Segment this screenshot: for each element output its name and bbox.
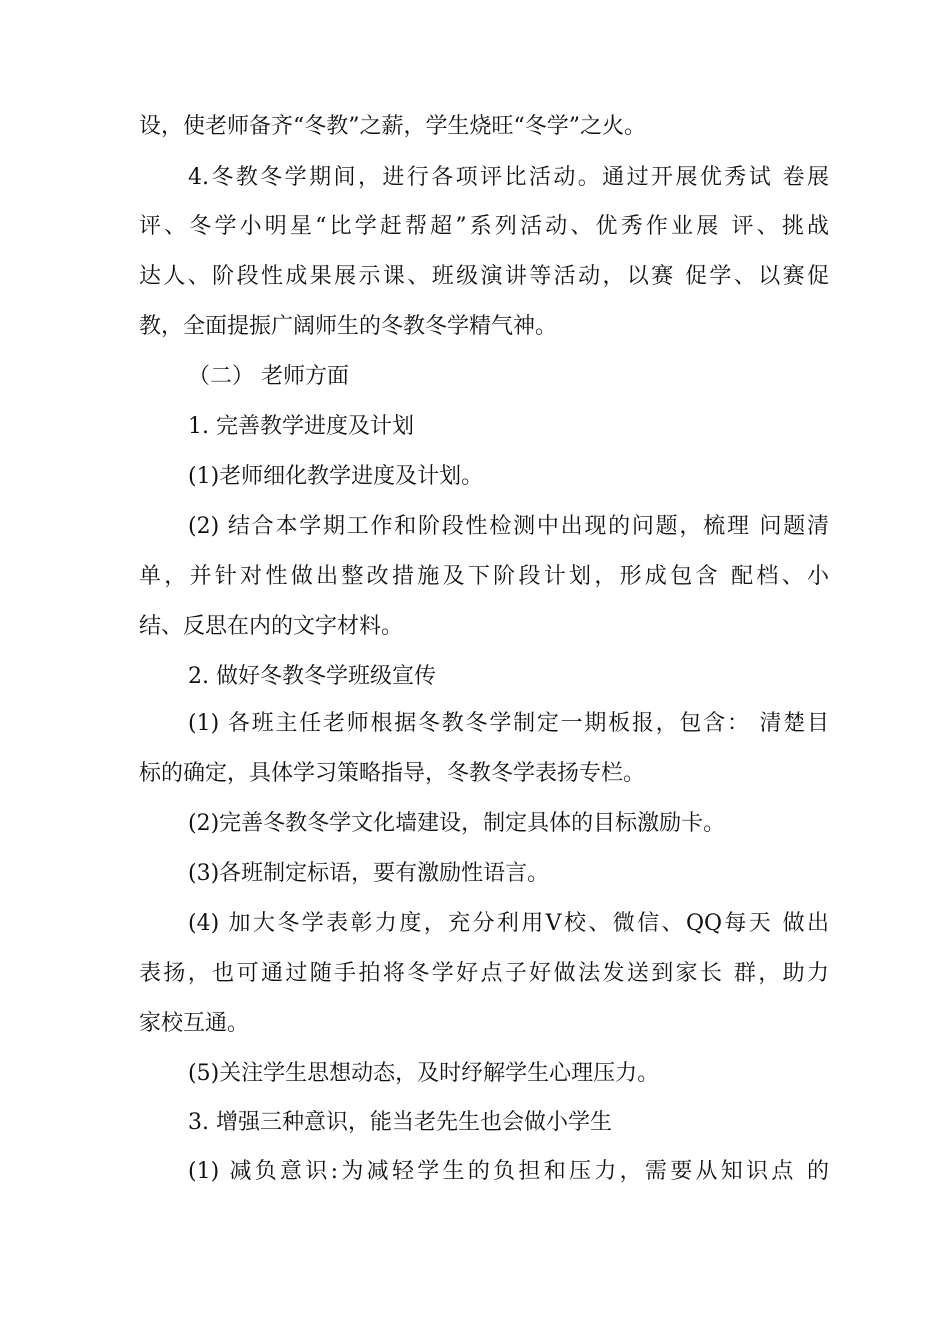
text-line: (2) 结合本学期工作和阶段性检测中出现的问题，梳理 问题清 [188, 514, 829, 539]
subsection-heading: 2. 做好冬教冬学班级宣传 [188, 664, 436, 689]
text-line: 达人、阶段性成果展示课、班级演讲等活动，以赛 促学、以赛促 [139, 264, 829, 289]
text-line: (5)关注学生思想动态，及时纾解学生心理压力。 [188, 1061, 660, 1086]
text-line: 家校互通。 [139, 1011, 250, 1036]
text-line: 评、冬学小明星“比学赶帮超”系列活动、优秀作业展 评、挑战 [139, 214, 829, 239]
text-line: 单，并针对性做出整改措施及下阶段计划，形成包含 配档、小 [139, 564, 829, 589]
text-line: (3)各班制定标语，要有激励性语言。 [188, 861, 550, 886]
subsection-heading: 1. 完善教学进度及计划 [188, 414, 414, 439]
text-line: (1)老师细化教学进度及计划。 [188, 464, 484, 489]
text-line: 教，全面提振广阔师生的冬教冬学精气神。 [139, 314, 558, 339]
text-line: 4.冬教冬学期间，进行各项评比活动。通过开展优秀试 卷展 [188, 165, 829, 190]
text-line: 表扬，也可通过随手拍将冬学好点子好做法发送到家长 群，助力 [139, 961, 829, 986]
section-heading: （二） 老师方面 [188, 364, 349, 389]
text-line: 标的确定，具体学习策略指导，冬教冬学表扬专栏。 [139, 761, 646, 786]
text-line: (2)完善冬教冬学文化墙建设，制定具体的目标激励卡。 [188, 811, 726, 836]
text-line: 设，使老师备齐“冬教”之薪，学生烧旺“冬学”之火。 [139, 114, 646, 139]
text-line: 结、反思在内的文字材料。 [139, 614, 404, 639]
text-line: (1) 减负意识:为减轻学生的负担和压力，需要从知识点 的 [188, 1159, 829, 1184]
subsection-heading: 3. 增强三种意识，能当老先生也会做小学生 [188, 1110, 612, 1135]
text-line: (4) 加大冬学表彰力度，充分利用V校、微信、QQ每天 做出 [188, 911, 829, 936]
text-line: (1) 各班主任老师根据冬教冬学制定一期板报，包含： 清楚目 [188, 711, 829, 736]
